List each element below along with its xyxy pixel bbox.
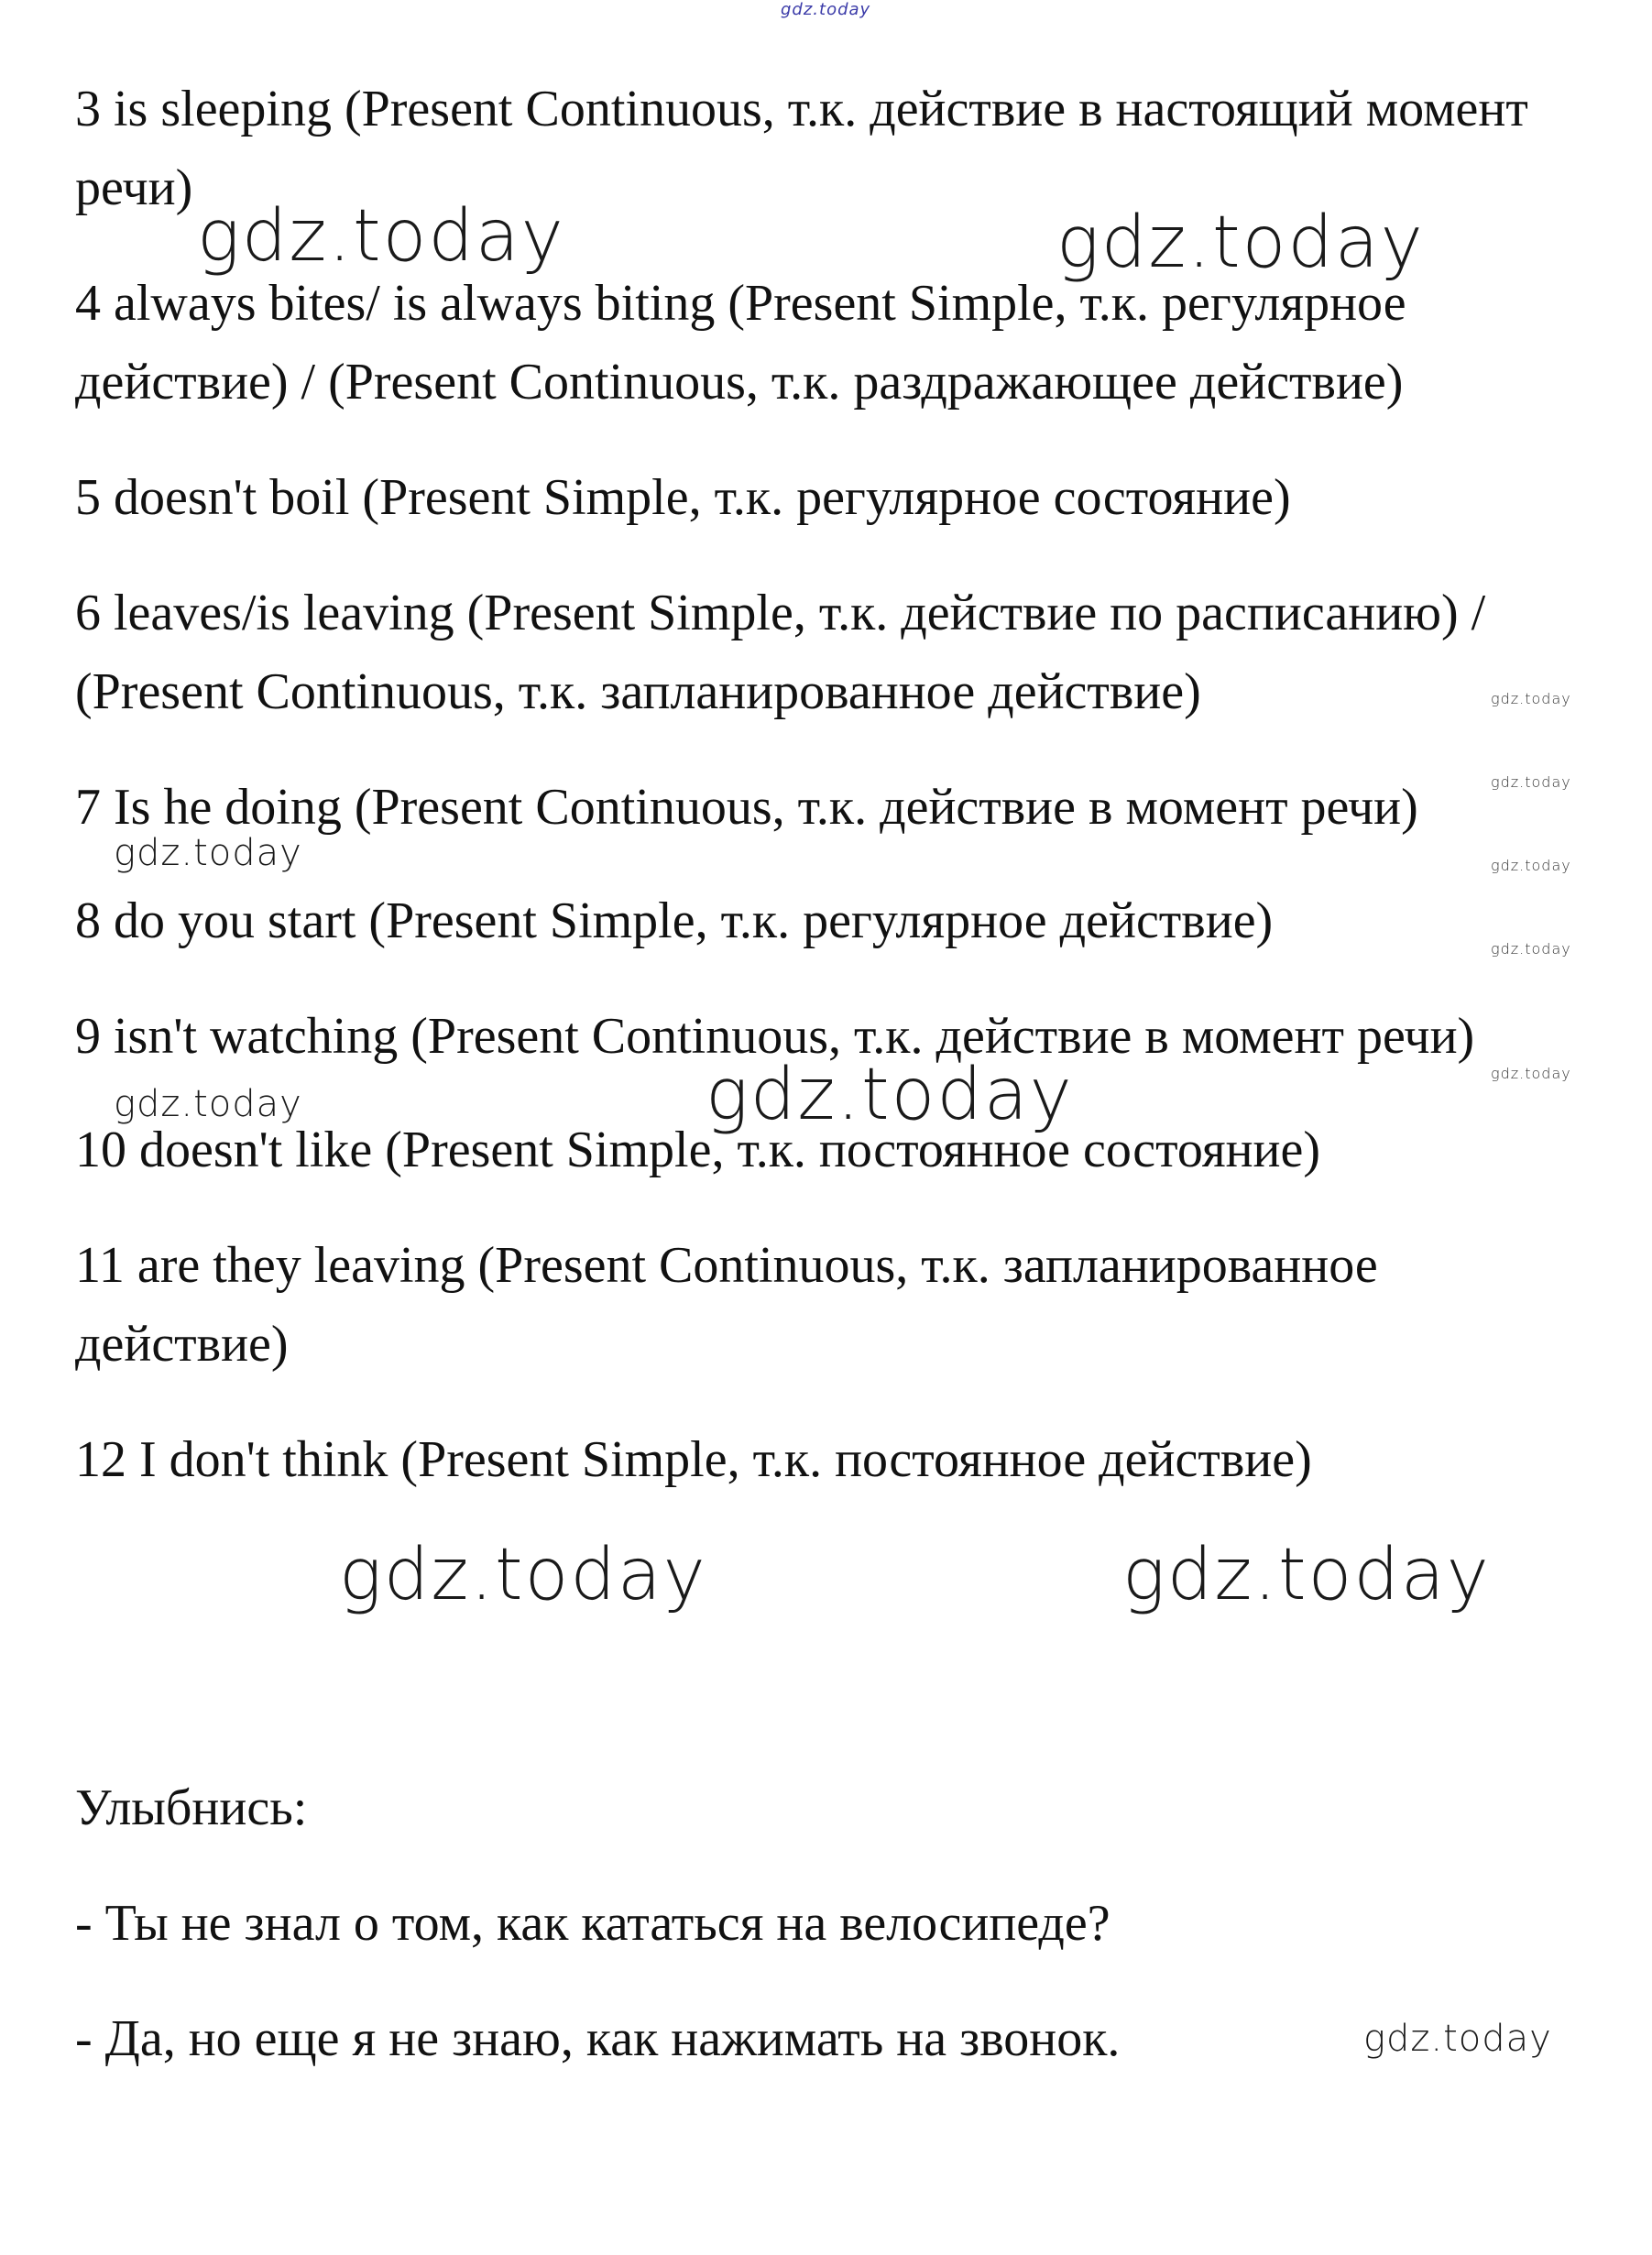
watermark-top: gdz.today xyxy=(781,0,871,19)
answer-5-line-1: 5 doesn't boil (Present Simple, т.к. регулярное состояние) xyxy=(75,469,1291,526)
watermark-small-3: gdz.today xyxy=(1491,857,1571,874)
watermark-small-2: gdz.today xyxy=(1491,773,1571,791)
answer-12-line-1: 12 I don't think (Present Simple, т.к. постоянное действие) xyxy=(75,1431,1312,1488)
watermark-large-3: gdz.today xyxy=(706,1054,1074,1136)
watermark-medium-1: gdz.today xyxy=(114,832,302,874)
watermark-small-4: gdz.today xyxy=(1491,940,1571,958)
joke-line-1: - Ты не знал о том, как кататься на велосипеде? xyxy=(75,1895,1110,1952)
watermark-large-2: gdz.today xyxy=(1056,202,1425,284)
watermark-large-4: gdz.today xyxy=(339,1534,707,1616)
joke-heading: Улыбнись: xyxy=(75,1779,308,1836)
watermark-small-5: gdz.today xyxy=(1491,1065,1571,1082)
answer-10-line-1: 10 doesn't like (Present Simple, т.к. постоянное состояние) xyxy=(75,1122,1321,1178)
joke-line-2: - Да, но еще я не знаю, как нажимать на звонок. xyxy=(75,2010,1121,2067)
watermark-large-1: gdz.today xyxy=(197,195,565,278)
watermark-large-5: gdz.today xyxy=(1122,1534,1491,1616)
answer-9-line-1: 9 isn't watching (Present Continuous, т.к. действие в момент речи) xyxy=(75,1008,1475,1065)
watermark-medium-3: gdz.today xyxy=(1363,2018,1552,2060)
answer-6-line-2: (Present Continuous, т.к. запланированное действие) xyxy=(75,663,1201,720)
watermark-small-1: gdz.today xyxy=(1491,690,1571,707)
answer-7-line-1: 7 Is he doing (Present Continuous, т.к. действие в момент речи) xyxy=(75,779,1418,836)
answer-11-line-1: 11 are they leaving (Present Continuous, т.к. запланированное xyxy=(75,1237,1378,1294)
answer-3-line-2: речи) xyxy=(75,159,193,216)
answer-4-line-1: 4 always bites/ is always biting (Present Simple, т.к. регулярное xyxy=(75,275,1406,332)
answer-11-line-2: действие) xyxy=(75,1316,289,1373)
answer-8-line-1: 8 do you start (Present Simple, т.к. регулярное действие) xyxy=(75,892,1274,949)
watermark-medium-2: gdz.today xyxy=(114,1083,302,1125)
answer-3-line-1: 3 is sleeping (Present Continuous, т.к. действие в настоящий момент xyxy=(75,81,1528,137)
answer-6-line-1: 6 leaves/is leaving (Present Simple, т.к. действие по расписанию) / xyxy=(75,585,1486,641)
answer-4-line-2: действие) / (Present Continuous, т.к. раздражающее действие) xyxy=(75,354,1404,410)
